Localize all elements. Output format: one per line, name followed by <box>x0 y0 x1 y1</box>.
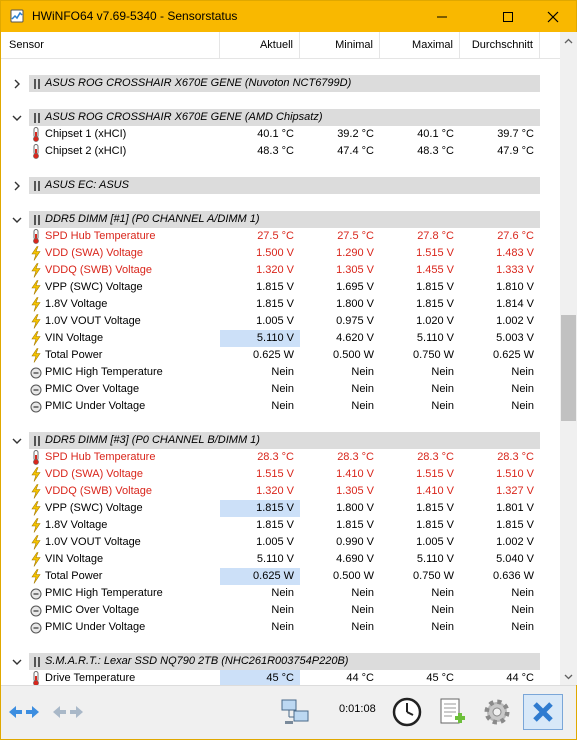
elapsed-timer: 0:01:08 <box>339 703 376 715</box>
sensor-min-value: 44 °C <box>346 672 374 684</box>
sensor-min-value: Nein <box>351 621 374 633</box>
sensor-name: VDDQ (SWB) Voltage <box>45 485 152 497</box>
sensor-row[interactable] <box>1 262 560 279</box>
sensor-row[interactable] <box>1 279 560 296</box>
sensor-avg-value: Nein <box>511 604 534 616</box>
sensor-group-name: ASUS EC: ASUS <box>45 179 129 191</box>
sensor-max-value: 1.815 V <box>416 519 454 531</box>
sensor-name: PMIC Under Voltage <box>45 621 146 633</box>
sensor-group-row[interactable] <box>1 653 560 670</box>
status-indicator-icon <box>30 382 42 397</box>
sensor-max-value: 1.515 V <box>416 468 454 480</box>
sensor-max-value: 45 °C <box>426 672 454 684</box>
lightning-icon <box>30 552 42 567</box>
sensor-current-value: 27.5 °C <box>257 230 294 242</box>
sensor-row[interactable] <box>1 449 560 466</box>
arrows-disabled-icon <box>51 702 85 722</box>
sensor-avg-value: 1.483 V <box>496 247 534 259</box>
sensor-avg-value: 1.814 V <box>496 298 534 310</box>
lightning-icon <box>30 314 42 329</box>
status-indicator-icon <box>30 365 42 380</box>
sensor-current-value: 45 °C <box>220 670 300 685</box>
scroll-up-button[interactable] <box>560 32 577 49</box>
sensor-current-value: Nein <box>271 604 294 616</box>
sensor-min-value: 1.800 V <box>336 298 374 310</box>
sensor-current-value: Nein <box>271 366 294 378</box>
sensor-current-value: Nein <box>271 400 294 412</box>
network-computers-icon <box>279 697 311 727</box>
sensor-name: Drive Temperature <box>45 672 136 684</box>
report-button[interactable] <box>431 694 471 730</box>
sensor-current-value: 1.815 V <box>256 298 294 310</box>
sensor-group-name: S.M.A.R.T.: Lexar SSD NQ790 2TB (NHC261R003754P220B) <box>45 655 349 667</box>
column-average[interactable] <box>460 32 540 59</box>
sensor-name: 1.8V Voltage <box>45 298 108 310</box>
close-button[interactable] <box>530 1 576 32</box>
sensor-avg-value: 1.333 V <box>496 264 534 276</box>
sensor-min-value: 1.290 V <box>336 247 374 259</box>
sensor-current-value: 40.1 °C <box>257 128 294 140</box>
sensor-max-value: 27.8 °C <box>417 230 454 242</box>
sensor-avg-value: 5.003 V <box>496 332 534 344</box>
sensor-max-value: 0.750 W <box>413 349 454 361</box>
sensor-max-value: Nein <box>431 604 454 616</box>
status-indicator-icon <box>30 620 42 635</box>
sensor-row[interactable] <box>1 517 560 534</box>
sensor-min-value: 28.3 °C <box>337 451 374 463</box>
sensor-min-value: Nein <box>351 366 374 378</box>
sensor-max-value: Nein <box>431 400 454 412</box>
sensor-avg-value: 1.002 V <box>496 536 534 548</box>
vertical-scrollbar[interactable] <box>560 32 577 685</box>
sensor-name: PMIC Under Voltage <box>45 400 146 412</box>
sensor-current-value: Nein <box>271 587 294 599</box>
sensor-row[interactable] <box>1 398 560 415</box>
sensor-row[interactable] <box>1 483 560 500</box>
gear-icon <box>481 696 513 728</box>
sensor-row[interactable] <box>1 364 560 381</box>
sensor-name: 1.0V VOUT Voltage <box>45 315 141 327</box>
title-bar[interactable] <box>1 1 576 32</box>
sensor-name: PMIC High Temperature <box>45 366 163 378</box>
document-add-icon <box>435 696 467 728</box>
thermometer-icon <box>30 144 42 159</box>
column-header <box>1 32 560 59</box>
sensor-row[interactable] <box>1 381 560 398</box>
collapse-toggle[interactable] <box>11 109 23 126</box>
sensor-min-value: 1.800 V <box>336 502 374 514</box>
sensor-row[interactable] <box>1 585 560 602</box>
navigate-left-right-button[interactable] <box>3 694 45 730</box>
sensor-name: PMIC High Temperature <box>45 587 163 599</box>
sensor-row[interactable] <box>1 143 560 160</box>
sensor-current-value: 1.320 V <box>256 264 294 276</box>
sensor-list[interactable] <box>1 59 560 685</box>
sensor-name: PMIC Over Voltage <box>45 383 140 395</box>
chip-group-icon <box>33 657 41 667</box>
lightning-icon <box>30 484 42 499</box>
sensor-avg-value: Nein <box>511 587 534 599</box>
sensor-avg-value: Nein <box>511 400 534 412</box>
sensor-avg-value: 1.327 V <box>496 485 534 497</box>
chevron-down-icon <box>12 658 22 666</box>
sensor-max-value: Nein <box>431 587 454 599</box>
status-indicator-icon <box>30 399 42 414</box>
sensor-avg-value: 1.815 V <box>496 519 534 531</box>
maximize-button[interactable] <box>485 1 531 32</box>
sensor-current-value: 0.625 W <box>253 349 294 361</box>
thermometer-icon <box>30 450 42 465</box>
left-right-arrows-icon <box>7 702 41 722</box>
column-maximum[interactable] <box>380 32 460 59</box>
chevron-down-icon <box>12 437 22 445</box>
sensor-min-value: 0.500 W <box>333 349 374 361</box>
sensor-avg-value: 28.3 °C <box>497 451 534 463</box>
scroll-thumb[interactable] <box>561 315 576 421</box>
window-title: HWiNFO64 v7.69-5340 - Sensorstatus <box>32 9 238 23</box>
sensor-avg-value: 5.040 V <box>496 553 534 565</box>
sensor-current-value: 48.3 °C <box>257 145 294 157</box>
sensor-max-value: 1.020 V <box>416 315 454 327</box>
sensor-min-value: 0.500 W <box>333 570 374 582</box>
sensor-row[interactable] <box>1 126 560 143</box>
lightning-icon <box>30 467 42 482</box>
bottom-toolbar <box>1 685 576 739</box>
status-indicator-icon <box>30 586 42 601</box>
sensor-name: Chipset 2 (xHCI) <box>45 145 127 157</box>
sensor-name: VDDQ (SWB) Voltage <box>45 264 152 276</box>
settings-button[interactable] <box>477 694 517 730</box>
sensor-max-value: 0.750 W <box>413 570 454 582</box>
lightning-icon <box>30 246 42 261</box>
sensor-min-value: 4.690 V <box>336 553 374 565</box>
sensor-max-value: 5.110 V <box>416 553 454 565</box>
sensor-name: PMIC Over Voltage <box>45 604 140 616</box>
sensor-row[interactable] <box>1 330 560 347</box>
sensor-max-value: 1.815 V <box>416 281 454 293</box>
chip-group-icon <box>33 215 41 225</box>
lightning-icon <box>30 263 42 278</box>
sensor-min-value: Nein <box>351 383 374 395</box>
chip-group-icon <box>33 436 41 446</box>
sensor-row[interactable] <box>1 500 560 517</box>
chip-group-icon <box>33 113 41 123</box>
sensor-group-name: ASUS ROG CROSSHAIR X670E GENE (AMD Chipsatz) <box>45 111 323 123</box>
column-minimum-label: Minimal <box>335 39 373 51</box>
sensor-max-value: 48.3 °C <box>417 145 454 157</box>
sensor-row[interactable] <box>1 619 560 636</box>
sensor-max-value: 1.005 V <box>416 536 454 548</box>
sensor-avg-value: Nein <box>511 383 534 395</box>
column-current[interactable] <box>220 32 300 59</box>
sensor-group-row[interactable] <box>1 75 560 92</box>
chip-group-icon <box>33 181 41 191</box>
lightning-icon <box>30 348 42 363</box>
sensor-min-value: 4.620 V <box>336 332 374 344</box>
sensor-avg-value: 47.9 °C <box>497 145 534 157</box>
sensor-name: 1.8V Voltage <box>45 519 108 531</box>
sensor-group-name: DDR5 DIMM [#1] (P0 CHANNEL A/DIMM 1) <box>45 213 260 225</box>
expand-toggle[interactable] <box>11 177 23 194</box>
sensor-min-value: 1.695 V <box>336 281 374 293</box>
collapse-toggle[interactable] <box>11 653 23 670</box>
sensor-min-value: 27.5 °C <box>337 230 374 242</box>
sensor-name: VPP (SWC) Voltage <box>45 502 143 514</box>
sensor-name: 1.0V VOUT Voltage <box>45 536 141 548</box>
column-current-label: Aktuell <box>259 39 293 51</box>
expand-toggle[interactable] <box>11 75 23 92</box>
sensor-max-value: Nein <box>431 366 454 378</box>
sensor-min-value: 1.815 V <box>336 519 374 531</box>
sensor-max-value: 1.410 V <box>416 485 454 497</box>
sensor-name: VIN Voltage <box>45 553 104 565</box>
close-sensors-button[interactable] <box>523 694 563 730</box>
sensor-current-value: 1.320 V <box>256 485 294 497</box>
sensor-avg-value: 0.636 W <box>493 570 534 582</box>
sensor-min-value: 0.975 V <box>336 315 374 327</box>
close-icon <box>547 11 559 23</box>
sensor-name: SPD Hub Temperature <box>45 230 156 242</box>
column-sensor-label: Sensor <box>9 39 44 51</box>
collapse-toggle[interactable] <box>11 211 23 228</box>
thermometer-icon <box>30 671 42 685</box>
lightning-icon <box>30 569 42 584</box>
sensor-current-value: 1.815 V <box>256 281 294 293</box>
lightning-icon <box>30 535 42 550</box>
sensor-current-value: 1.005 V <box>256 536 294 548</box>
lightning-icon <box>30 518 42 533</box>
sensor-current-value: 0.625 W <box>220 568 300 585</box>
sensor-row[interactable] <box>1 534 560 551</box>
scroll-down-button[interactable] <box>560 668 577 685</box>
sensor-min-value: 47.4 °C <box>337 145 374 157</box>
thermometer-icon <box>30 127 42 142</box>
sensor-row[interactable] <box>1 347 560 364</box>
chip-group-icon <box>33 79 41 89</box>
column-minimum[interactable] <box>300 32 380 59</box>
clock-icon <box>391 696 423 728</box>
sensor-max-value: Nein <box>431 621 454 633</box>
sensor-current-value: 5.110 V <box>256 553 294 565</box>
sensor-avg-value: 44 °C <box>506 672 534 684</box>
sensor-avg-value: 39.7 °C <box>497 128 534 140</box>
chevron-right-icon <box>13 181 21 191</box>
sensor-row[interactable] <box>1 296 560 313</box>
chevron-down-icon <box>12 216 22 224</box>
sensor-max-value: Nein <box>431 383 454 395</box>
navigate-disabled-button[interactable] <box>47 694 89 730</box>
sensor-name: Total Power <box>45 570 103 582</box>
sensor-avg-value: 1.801 V <box>496 502 534 514</box>
lightning-icon <box>30 331 42 346</box>
sensor-avg-value: 1.510 V <box>496 468 534 480</box>
lightning-icon <box>30 280 42 295</box>
sensor-row[interactable] <box>1 568 560 585</box>
clock-reset-button[interactable] <box>387 694 427 730</box>
hwinfo-app-icon <box>9 8 25 24</box>
sensor-group-name: DDR5 DIMM [#3] (P0 CHANNEL B/DIMM 1) <box>45 434 260 446</box>
sensor-row[interactable] <box>1 245 560 262</box>
sensor-max-value: 1.455 V <box>416 264 454 276</box>
sensor-min-value: Nein <box>351 400 374 412</box>
sensor-avg-value: 27.6 °C <box>497 230 534 242</box>
sensor-avg-value: 1.810 V <box>496 281 534 293</box>
chevron-right-icon <box>13 79 21 89</box>
sensor-avg-value: Nein <box>511 366 534 378</box>
minimize-icon <box>436 11 448 23</box>
sensor-name: SPD Hub Temperature <box>45 451 156 463</box>
sensor-current-value: 28.3 °C <box>257 451 294 463</box>
chevron-down-icon <box>12 114 22 122</box>
sensor-row[interactable] <box>1 551 560 568</box>
sensor-group-row[interactable] <box>1 109 560 126</box>
sensor-current-value: 1.815 V <box>220 500 300 517</box>
sensor-name: VDD (SWA) Voltage <box>45 468 144 480</box>
sensor-max-value: 40.1 °C <box>417 128 454 140</box>
sensor-current-value: 5.110 V <box>220 330 300 347</box>
sensor-max-value: 1.515 V <box>416 247 454 259</box>
sensor-min-value: Nein <box>351 587 374 599</box>
sensor-max-value: 28.3 °C <box>417 451 454 463</box>
sensor-current-value: 1.005 V <box>256 315 294 327</box>
sensor-row[interactable] <box>1 466 560 483</box>
collapse-toggle[interactable] <box>11 432 23 449</box>
maximize-icon <box>502 11 514 23</box>
sensor-min-value: 1.305 V <box>336 264 374 276</box>
sensor-row[interactable] <box>1 313 560 330</box>
sensor-name: VIN Voltage <box>45 332 104 344</box>
sensor-name: Total Power <box>45 349 103 361</box>
sensor-current-value: 1.815 V <box>256 519 294 531</box>
sensor-avg-value: 0.625 W <box>493 349 534 361</box>
sensor-current-value: Nein <box>271 383 294 395</box>
sensor-min-value: 1.410 V <box>336 468 374 480</box>
sensor-min-value: 0.990 V <box>336 536 374 548</box>
sensor-name: VDD (SWA) Voltage <box>45 247 144 259</box>
sensor-avg-value: 1.002 V <box>496 315 534 327</box>
sensor-current-value: Nein <box>271 621 294 633</box>
chevron-down-icon <box>564 674 573 680</box>
sensor-name: VPP (SWC) Voltage <box>45 281 143 293</box>
sensor-row[interactable] <box>1 602 560 619</box>
column-average-label: Durchschnitt <box>471 39 533 51</box>
sensor-current-value: 1.515 V <box>256 468 294 480</box>
thermometer-icon <box>30 229 42 244</box>
sensor-current-value: 1.500 V <box>256 247 294 259</box>
sensor-group-name: ASUS ROG CROSSHAIR X670E GENE (Nuvoton NCT6799D) <box>45 77 352 89</box>
column-maximum-label: Maximal <box>412 39 453 51</box>
sensor-row[interactable] <box>1 228 560 245</box>
lightning-icon <box>30 501 42 516</box>
network-button[interactable] <box>275 694 315 730</box>
sensor-row[interactable] <box>1 670 560 685</box>
sensor-min-value: 1.305 V <box>336 485 374 497</box>
sensor-max-value: 5.110 V <box>416 332 454 344</box>
column-sensor[interactable] <box>1 32 220 59</box>
status-indicator-icon <box>30 603 42 618</box>
sensor-max-value: 1.815 V <box>416 502 454 514</box>
lightning-icon <box>30 297 42 312</box>
sensor-avg-value: Nein <box>511 621 534 633</box>
sensor-name: Chipset 1 (xHCI) <box>45 128 127 140</box>
chevron-up-icon <box>564 38 573 44</box>
sensor-min-value: Nein <box>351 604 374 616</box>
close-x-icon <box>530 699 556 725</box>
sensor-group-row[interactable] <box>1 177 560 194</box>
sensor-group-row[interactable] <box>1 432 560 449</box>
sensor-min-value: 39.2 °C <box>337 128 374 140</box>
minimize-button[interactable] <box>419 1 465 32</box>
sensor-group-row[interactable] <box>1 211 560 228</box>
sensor-max-value: 1.815 V <box>416 298 454 310</box>
